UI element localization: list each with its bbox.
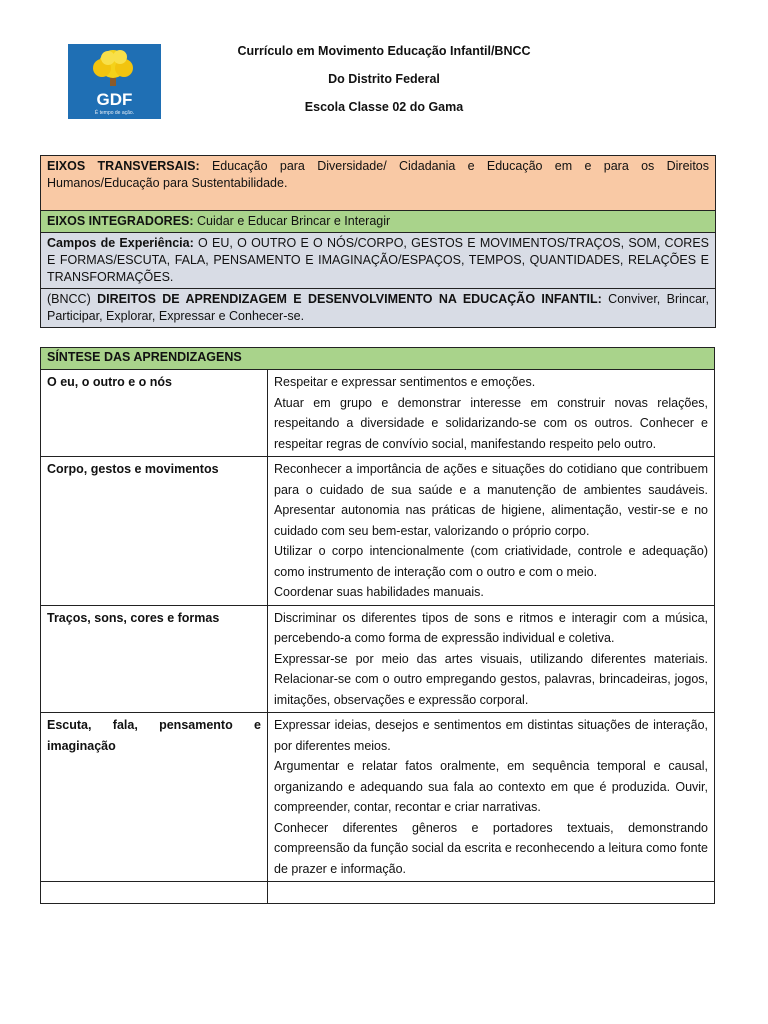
paragraph: Utilizar o corpo intencionalmente (com criatividade, controle e adequação) como instrumento de interação com o outro e com o meio.	[274, 544, 708, 579]
paragraph: Reconhecer a importância de ações e situações do cotidiano que contribuem para o cuidado de sua saúde e a manutenção de ambientes saudáveis. Apresentar autonomia nas práticas de higiene, alimentação, vestir-se e no cuidado com seu bem-estar, valorizando o próprio corpo.	[274, 462, 708, 538]
row-label: Traços, sons, cores e formas	[41, 605, 268, 713]
logo-text: GDF	[96, 90, 133, 109]
transversais-text: Educação para Diversidade/ Cidadania e Educação em e para os Direitos Humanos/Educação para Sustentabilidade.	[47, 159, 709, 190]
empty-cell	[41, 882, 268, 904]
row-content	[268, 713, 715, 882]
table-row	[41, 605, 715, 713]
transversais-label: EIXOS TRANSVERSAIS:	[47, 159, 200, 173]
paragraph: Atuar em grupo e demonstrar interesse em construir novas relações, respeitando a diversidade e solidarizando-se com os outros. Conhecer e respeitar regras de convívio social, manifestando respeito pelo outro.	[274, 395, 708, 451]
campos-row	[41, 233, 715, 289]
row-content	[268, 605, 715, 713]
eixos-box	[40, 155, 716, 328]
paragraph: Expressar-se por meio das artes visuais, utilizando diferentes materiais. Relacionar-se com o outro empregando gestos, palavras, brincadeiras, jogos, imitações, observações e expressão corporal.	[274, 651, 708, 707]
row-label: Escuta, fala, pensamento e imaginação	[41, 713, 268, 882]
bncc-row	[41, 289, 715, 327]
row-label: O eu, o outro e o nós	[41, 370, 268, 457]
row-content	[268, 370, 715, 457]
doc-title: Currículo em Movimento Educação Infantil/BNCC	[237, 44, 531, 58]
table-row	[41, 457, 715, 606]
bncc-text: Conviver, Brincar, Participar, Explorar, Expressar e Conhecer-se.	[47, 292, 710, 323]
paragraph: Expressar ideias, desejos e sentimentos em distintas situações de interação, por diferentes meios.	[274, 718, 708, 753]
integradores-text: Cuidar e Educar Brincar e Interagir	[193, 214, 391, 228]
bncc-prefix: (BNCC)	[47, 292, 98, 306]
row-label: Corpo, gestos e movimentos	[41, 457, 268, 606]
paragraph: Discriminar os diferentes tipos de sons e ritmos e interagir com a música, percebendo-a como forma de expressão individual e coletiva.	[274, 610, 708, 645]
paragraph: Conhecer diferentes gêneros e portadores textuais, demonstrando compreensão da função social da escrita e reconhecendo a leitura como fonte de prazer e informação.	[274, 820, 708, 876]
paragraph: Argumentar e relatar fatos oralmente, em sequência temporal e causal, organizando e adequando sua fala ao contexto em que é produzida. Ouvir, compreender, contar, recontar e criar narrativas.	[274, 759, 708, 814]
eixos-transversais-row	[41, 156, 715, 211]
table-header-row	[41, 348, 715, 370]
doc-subtitle: Do Distrito Federal	[328, 72, 440, 86]
sintese-table	[40, 347, 715, 904]
integradores-label: EIXOS INTEGRADORES:	[47, 214, 194, 228]
row-content	[268, 457, 715, 606]
school-name: Escola Classe 02 do Gama	[304, 100, 464, 114]
empty-cell	[268, 882, 715, 904]
logo-tagline: É tempo de ação.	[94, 110, 135, 116]
paragraph: Coordenar suas habilidades manuais.	[274, 585, 484, 599]
campos-text: O EU, O OUTRO E O NÓS/CORPO, GESTOS E MOVIMENTOS/TRAÇOS, SOM, CORES E FORMAS/ESCUTA, FALA, PENSAMENTO E IMAGINAÇÃO/ESPAÇOS, TEMPOS, QUANTIDADES, RELAÇÕES E TRANSFORMAÇÕES.	[47, 236, 709, 284]
table-row	[41, 370, 715, 457]
empty-row	[41, 882, 715, 904]
sintese-title: SÍNTESE DAS APRENDIZAGENS	[41, 348, 715, 370]
gdf-logo	[68, 44, 161, 119]
eixos-integradores-row	[41, 211, 715, 233]
campos-label: Campos de Experiência:	[47, 236, 194, 250]
paragraph: Respeitar e expressar sentimentos e emoções.	[274, 375, 536, 389]
table-row	[41, 713, 715, 882]
bncc-label: DIREITOS DE APRENDIZAGEM E DESENVOLVIMENTO NA EDUCAÇÃO INFANTIL:	[97, 292, 602, 306]
